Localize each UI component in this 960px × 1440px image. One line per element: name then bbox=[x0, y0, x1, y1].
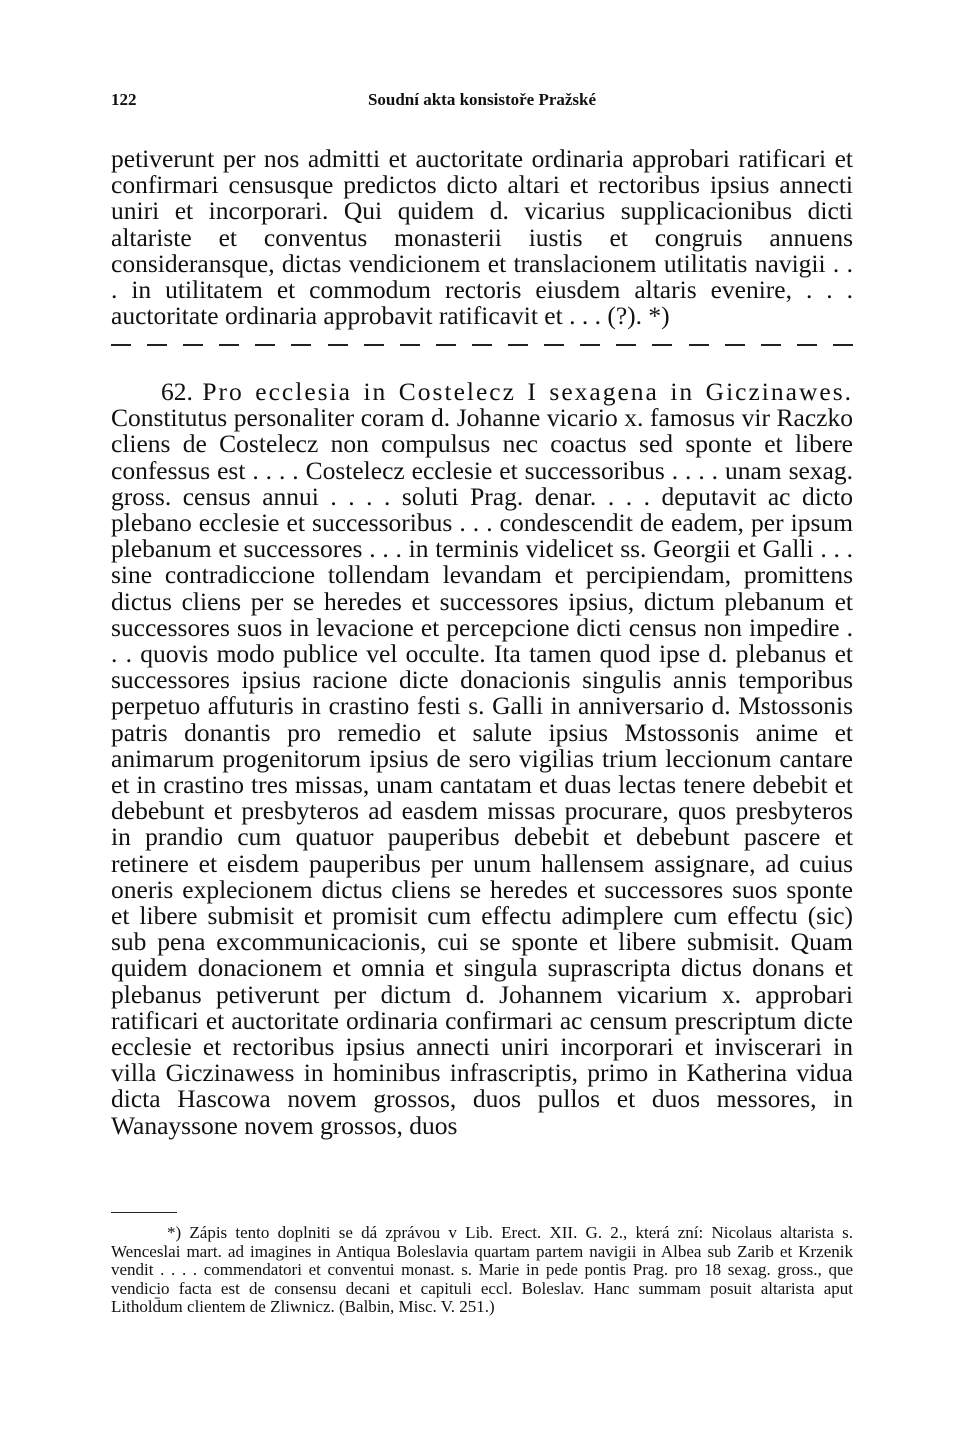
footnote-rule bbox=[111, 1212, 177, 1213]
entry-paragraph bbox=[111, 379, 853, 1139]
footnote-block bbox=[111, 1224, 853, 1317]
continuation-text: petiverunt per nos admitti et auctoritate ordinaria approbari ratificari et confirmari censusque predictos dicto altari et rectoribus ipsius annecti uniri et incorporari. Qui quidem d. vicarius supplicacionibus dicti altariste et conventus monasterii iustis et congruis annuens consideransque, dictas vendicionem et translacionem utilitatis navigii . . . in utilitatem et commodum rectoris eiusdem altaris evenire, . . . auctoritate ordinaria approbavit ratificavit et . . . (?). *) bbox=[111, 144, 853, 331]
entry-62 bbox=[111, 379, 853, 1139]
entry-number: 62. bbox=[161, 377, 193, 406]
running-title: Soudní akta konsistoře Pražské bbox=[367, 90, 597, 109]
continuation-paragraph bbox=[111, 146, 853, 329]
footnote-text: *) Zápis tento doplniti se dá zprávou v Lib. Erect. XII. G. 2., která zní: Nicolaus altarista s. Wenceslai mart. ad imagines in Antiqua Boleslavia quartam partem navigii in Albea sub Zarib et Krzenik vendit . . . . commendatori et conventui monast. s. Marie in pede pontis Prag. pro 18 sexag. gross., que vendicio facta est de consensu decani et capituli eccl. Boleslav. Hanc summam posuit altarista aput Lithold̄um clientem de Zliwnicz. (Balbin, Misc. V. 251.) bbox=[111, 1223, 853, 1317]
section-separator bbox=[111, 344, 853, 348]
page-number: 122 bbox=[111, 90, 137, 109]
running-head bbox=[111, 90, 853, 116]
entry-heading: Pro ecclesia in Costelecz I sexagena in Giczinawes. bbox=[202, 377, 853, 406]
entry-body: Constitutus personaliter coram d. Johanne vicario x. famosus vir Raczko cliens de Costelecz non compulsus nec coactus sed sponte et libere confessus est . . . . Costelecz ecclesie et successoribus . . . . unam sexag. gross. census annui . . . . soluti Prag. denar. . . . deputavit ac dicto plebano ecclesie et successoribus . . . condescendit de eadem, per ipsum plebanum et successores . . . in terminis videlicet ss. Georgii et Galli . . . sine contradiccione tollendam levandam et percipiendam, promittens dictus cliens per se heredes et successores ipsius, dictum plebanum et successores suos in levacione et percepcione dicti census non impedire . . . quovis modo publice vel occulte. Ita tamen quod ipse d. plebanus et successores ipsius racione dicte donacionis singulis annis temporibus perpetuo affuturis in crastino festi s. Galli in anniversario d. Mstossonis patris donantis pro remedio et salute ipsius Mstossonis anime et animarum progenitorum ipsius de sero vigilias trium leccionum cantare et in crastino tres missas, unam cantatam et duas lectas tenere debebit et debebunt et presbyteros ad easdem missas procurare, quos presbyteros in prandio cum quatuor pauperibus debebit et debebunt pascere et retinere et eisdem pauperibus per unum hallensem assignare, ad cuius oneris explecionem dictus cliens se heredes et successores suos sponte et libere submisit et promisit cum effectu adimplere cum effectu (sic) sub pena excommunicacionis, cui se sponte et libere submisit. Quam quidem donacionem et omnia et singula suprascripta dictus donans et plebanus petiverunt per dictum d. Johannem vicarium x. approbari ratificari et auctoritate ordinaria confirmari ac censum prescriptum dicte ecclesie et rectoribus ipsius annecti uniri incorporari et inviscerari in villa Giczinawess in hominibus infrascriptis, primo in Katherina vidua dicta Hascowa novem grossos, duos pullos et duos messores, in Wanayssone novem grossos, duos bbox=[111, 403, 853, 1140]
